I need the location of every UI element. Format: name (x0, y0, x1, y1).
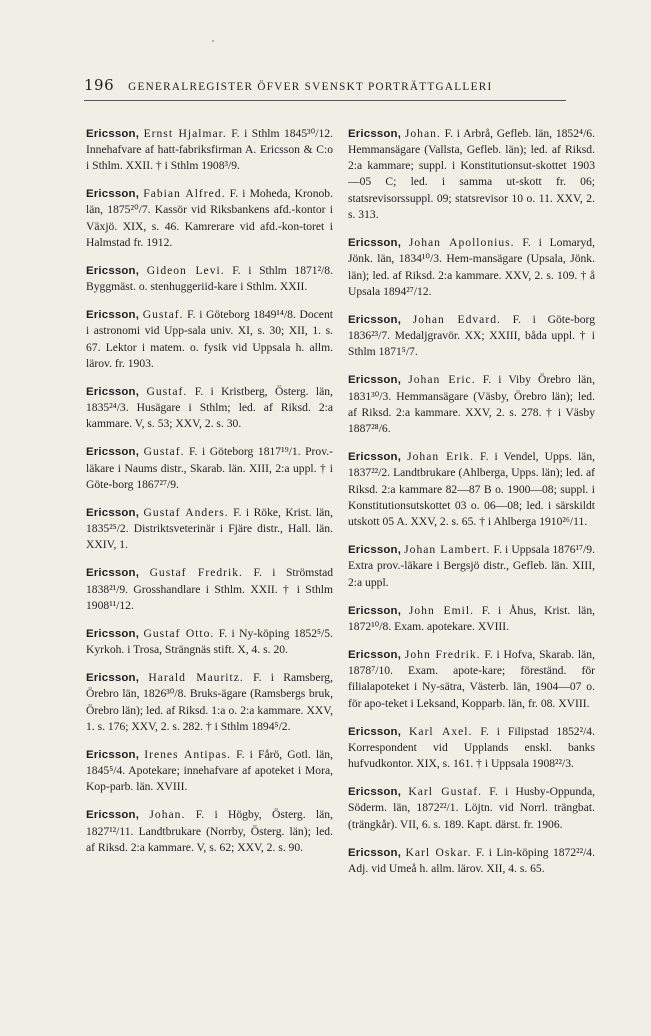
entry-text: F. i Göteborg 1817¹⁹/1. Prov.-läkare i Naums distr., Skarab. län. XIII, 2:a uppl. † i Göte-borg 1867²⁷/9. (86, 445, 333, 491)
left-column (86, 114, 333, 865)
entry-firstname: Johan Erik. (407, 450, 475, 464)
entry-surname: Ericsson, (86, 506, 140, 519)
entry-firstname: Johan. (404, 126, 441, 140)
entry-text: F. i Ny-köping 1852⁵/5. Kyrkoh. i Trosa, Strängnäs stift. X, 4. s. 20. (86, 626, 333, 657)
entry-firstname: Gustaf Anders. (143, 505, 229, 519)
entry-surname: Ericsson, (348, 451, 402, 464)
register-entry (86, 505, 333, 554)
entry-firstname: Gustaf Otto. (143, 626, 215, 640)
entry-text: F. i Husby-Oppunda, Söderm. län, 1872²²/1. Löjtn. vid Norrl. trängbat. (trängkår). VII, 6. s. 189. Kapt. därst. fr. 1906. (348, 785, 595, 831)
entry-surname: Ericsson, (86, 188, 140, 201)
entry-surname: Ericsson, (348, 648, 402, 661)
register-entry (348, 542, 595, 591)
entry-surname: Ericsson, (348, 236, 402, 249)
entry-firstname: Johan Lambert. (404, 543, 491, 557)
entry-firstname: Gustaf. (143, 445, 185, 459)
register-entry (86, 307, 333, 372)
entry-text: F. i Sthlm 1871²/8. Byggmäst. o. stenhuggeriid-kare i Sthlm. XXII. (86, 263, 333, 294)
entry-surname: Ericsson, (86, 309, 140, 322)
entry-surname: Ericsson, (86, 671, 140, 684)
register-entry (348, 647, 595, 712)
right-column (348, 114, 595, 886)
entry-surname: Ericsson, (348, 786, 402, 799)
entry-text: F. i Röke, Krist. län, 1835²⁵/2. Distriktsveterinär i Fjäre distr., Hall. län. XXIV, 1. (86, 505, 333, 552)
entry-firstname: John Fredrik. (404, 647, 481, 661)
register-entry (348, 784, 595, 833)
register-entry (348, 449, 595, 530)
register-entry (86, 384, 333, 433)
entry-firstname: Johan Apollonius. (408, 235, 515, 249)
register-entry (348, 845, 595, 878)
entry-firstname: Karl Oskar. (405, 845, 472, 859)
entry-firstname: Johan Edvard. (412, 312, 501, 326)
entry-firstname: Karl Axel. (409, 724, 473, 738)
entry-text: F. i Högby, Österg. län, 1827¹²/11. Landtbrukare (Norrby, Österg. län); led. af Riksd. 2:a kammare. V, s. 62; XXV, 2. s. 90. (86, 808, 333, 854)
register-entry (86, 126, 333, 175)
entry-text: F. i Kristberg, Österg. län, 1835²⁴/3. Husägare i Sthlm; led. af Riksd. 2:a kammare. V, s. 53; XXV, 2. s. 30. (86, 384, 333, 431)
register-entry (86, 263, 333, 296)
register-entry (348, 312, 595, 361)
entry-text: F. i Ramsberg, Örebro län, 1826³⁰/8. Bruks-ägare (Ramsbergs bruk, Örebro län); led. af Riksd. 1:a o. 2:a kammare. XXV, 1. s. 176; XXV, 2. s. 282. † i Sthlm 1894⁵/2. (86, 670, 333, 733)
entry-firstname: Harald Mauritz. (148, 670, 244, 684)
entry-firstname: Fabian Alfred. (143, 187, 226, 201)
entry-text: F. i Moheda, Kronob. län, 1875²⁰/7. Kassör vid Riksbankens afd.-kontor i Växjö. XIX, s. 46. Kamrerare vid afd.-kon-toret i Halmstad fr. 1912. (86, 187, 333, 249)
register-entry (348, 372, 595, 437)
register-entry (86, 444, 333, 493)
entry-surname: Ericsson, (86, 748, 140, 761)
entry-text: F. i Fårö, Gotl. län, 1845⁵/4. Apotekare; innehafvare af apoteket i Mora, Kop-parb. län. XVIII. (86, 747, 333, 794)
page-number: 196 (84, 76, 115, 94)
entry-firstname: Johan. (149, 808, 186, 822)
paper-speck (212, 40, 214, 42)
entry-surname: Ericsson, (86, 385, 140, 398)
entry-firstname: Gustaf Fredrik. (149, 566, 243, 580)
entry-text: F. i Lomaryd, Jönk. län, 1834¹⁰/3. Hem-mansägare (Upsala, Jönk. län); led. af Riksd. 2:a kammare. XXV, 2. s. 109. † å Upsala 1894²⁷/12. (348, 235, 595, 298)
entry-surname: Ericsson, (348, 725, 402, 738)
entry-surname: Ericsson, (348, 604, 402, 617)
entry-text: F. i Göteborg 1849¹⁴/8. Docent i astronomi vid Upp-sala univ. XI, s. 30; XII, 1. s. 67. Lektor i matem. o. fysik vid Uppsala h. allm. lärov. fr. 1903. (86, 308, 333, 370)
register-entry (86, 186, 333, 251)
entry-text: F. i Göte-borg 1836²³/7. Medaljgravör. XX; XXIII, båda uppl. † i Sthlm 1871⁵/7. (348, 312, 596, 359)
entry-surname: Ericsson, (86, 446, 140, 459)
entry-text: F. i Uppsala 1876¹⁷/9. Extra prov.-läkare i Bergsjö distr., Gefleb. län. XIII, 2:a uppl. (348, 543, 596, 589)
entry-firstname: Ernst Hjalmar. (143, 126, 227, 140)
entry-text: F. i Strömstad 1838²¹/9. Grosshandlare i Sthlm. XXII. † i Sthlm 1908¹¹/12. (86, 566, 334, 612)
entry-surname: Ericsson, (348, 846, 402, 859)
entry-firstname: Irenes Antipas. (144, 747, 231, 761)
entry-text: F. i Viby Örebro län, 1831³⁰/3. Hemmansägare (Väsby, Örebro län); led. af Riksd. 2:a kammare. XXV, 2. s. 278. † i Väsby 1887²⁸/6. (348, 373, 595, 436)
entry-text: F. i Filipstad 1852²/4. Korrespondent vid Upplands enskl. banks hufvudkontor. XIX, s. 161. † i Uppsala 1908²²/3. (348, 724, 595, 771)
entry-text: F. i Sthlm 1845³⁰/12. Innehafvare af hatt-fabriksfirman A. Ericsson & C:o i Sthlm. XXII. † i Sthlm 1908³/9. (86, 126, 333, 173)
register-entry (86, 747, 333, 796)
register-entry (86, 565, 333, 614)
register-entry (348, 724, 595, 773)
entry-surname: Ericsson, (348, 127, 402, 140)
entry-text: F. i Arbrå, Gefleb. län, 1852⁴/6. Hemmansägare (Vallsta, Gefleb. län); led. af Riksd. 2:a kammare; suppl. i Konstitutionsut-skottet 1903—05 C; led. i samma ut-skott fr. 06; statsrevisorssuppl. 09; statsrevisor 10 o. 11. XXV, 2. s. 313. (348, 126, 595, 222)
entry-text: F. i Vendel, Upps. län, 1837²²/2. Landtbrukare (Ahlberga, Upps. län); led. af Riksd. 2:a kammare 82—87 B o. 1900—08; suppl. i Konstitutionsutskottet 03 o. 06—08; led. i särskildt utskott 05 A. XXV, 2. s. 65. † i Ahlberga 1910²⁶/11. (348, 450, 596, 529)
entry-firstname: Karl Gustaf. (408, 785, 483, 799)
entry-surname: Ericsson, (348, 374, 402, 387)
entry-text: F. i Lin-köping 1872²²/4. Adj. vid Umeå h. allm. lärov. XII, 4. s. 65. (348, 845, 596, 875)
register-entry (86, 670, 333, 735)
running-header (84, 76, 574, 96)
entry-surname: Ericsson, (86, 627, 140, 640)
entry-surname: Ericsson, (86, 264, 140, 277)
entry-firstname: Johan Eric. (408, 373, 476, 387)
entry-surname: Ericsson, (86, 809, 140, 822)
entry-surname: Ericsson, (86, 567, 140, 580)
entry-surname: Ericsson, (86, 127, 140, 140)
entry-surname: Ericsson, (348, 313, 402, 326)
entry-text: F. i Åhus, Krist. län, 1872¹⁰/8. Exam. apotekare. XVIII. (348, 603, 596, 633)
register-entry (86, 626, 333, 659)
entry-firstname: Gustaf. (142, 308, 184, 322)
entry-text: F. i Hofva, Skarab. län, 1878⁷/10. Exam. apote-kare; föreständ. för filialapoteket i Ny-sätra, Västerb. län, 1904—07 o. för apo-teket i Leksand, Kopparb. län, fr. 08. XVIII. (348, 647, 595, 710)
register-entry (348, 603, 595, 636)
entry-firstname: Gideon Levi. (146, 263, 225, 277)
entry-surname: Ericsson, (348, 544, 402, 557)
entry-firstname: Gustaf. (146, 384, 188, 398)
entry-firstname: John Emil. (408, 603, 474, 617)
header-rule (84, 100, 566, 101)
register-entry (348, 235, 595, 300)
header-title: GENERALREGISTER ÖFVER SVENSKT PORTRÄTTGALLERI (128, 81, 493, 93)
register-entry (348, 126, 595, 224)
register-entry (86, 807, 333, 856)
